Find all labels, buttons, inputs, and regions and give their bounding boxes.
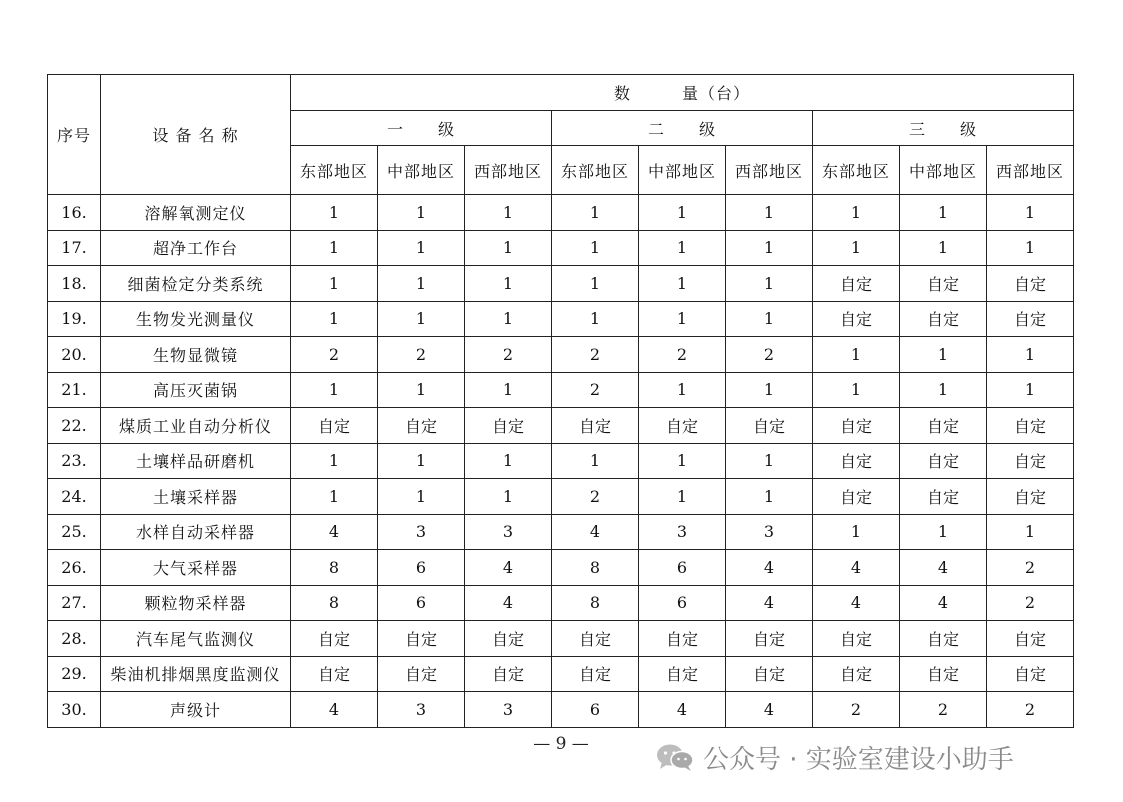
row-equipment-name: 细菌检定分类系统 — [101, 266, 291, 302]
table-row — [48, 479, 1074, 515]
quantity-cell: 1 — [987, 372, 1074, 408]
header-region: 西部地区 — [465, 146, 552, 195]
row-equipment-name: 柴油机排烟黑度监测仪 — [101, 656, 291, 692]
quantity-cell: 1 — [552, 195, 639, 231]
quantity-cell: 1 — [552, 230, 639, 266]
quantity-cell: 1 — [726, 266, 813, 302]
quantity-cell: 自定 — [552, 656, 639, 692]
header-equipment-name: 设 备 名 称 — [101, 75, 291, 195]
quantity-cell: 1 — [639, 479, 726, 515]
row-index: 24. — [48, 479, 101, 515]
row-equipment-name: 土壤采样器 — [101, 479, 291, 515]
table-row — [48, 585, 1074, 621]
quantity-cell: 自定 — [987, 266, 1074, 302]
row-equipment-name: 超净工作台 — [101, 230, 291, 266]
table-row — [48, 692, 1074, 728]
quantity-cell: 1 — [378, 372, 465, 408]
table-row — [48, 230, 1074, 266]
quantity-cell: 2 — [378, 337, 465, 373]
quantity-cell: 自定 — [726, 621, 813, 657]
quantity-cell: 3 — [465, 692, 552, 728]
quantity-cell: 1 — [291, 195, 378, 231]
quantity-cell: 1 — [639, 372, 726, 408]
row-index: 30. — [48, 692, 101, 728]
table-body — [48, 195, 1074, 728]
quantity-cell: 1 — [291, 301, 378, 337]
quantity-cell: 1 — [726, 230, 813, 266]
quantity-cell: 1 — [987, 195, 1074, 231]
header-region: 东部地区 — [813, 146, 900, 195]
row-index: 23. — [48, 443, 101, 479]
quantity-cell: 2 — [552, 372, 639, 408]
quantity-cell: 1 — [378, 301, 465, 337]
row-index: 20. — [48, 337, 101, 373]
quantity-cell: 4 — [291, 514, 378, 550]
quantity-cell: 4 — [552, 514, 639, 550]
quantity-cell: 2 — [552, 479, 639, 515]
quantity-cell: 自定 — [987, 656, 1074, 692]
row-index: 28. — [48, 621, 101, 657]
quantity-cell: 自定 — [726, 408, 813, 444]
quantity-cell: 1 — [291, 479, 378, 515]
quantity-cell: 1 — [900, 372, 987, 408]
table-row — [48, 408, 1074, 444]
quantity-cell: 6 — [378, 550, 465, 586]
quantity-cell: 4 — [900, 550, 987, 586]
header-level-2: 二 级 — [552, 111, 813, 146]
quantity-cell: 自定 — [639, 408, 726, 444]
row-index: 19. — [48, 301, 101, 337]
quantity-cell: 1 — [465, 266, 552, 302]
quantity-cell: 自定 — [900, 656, 987, 692]
table-row — [48, 621, 1074, 657]
row-equipment-name: 生物显微镜 — [101, 337, 291, 373]
quantity-cell: 自定 — [813, 443, 900, 479]
quantity-cell: 2 — [987, 585, 1074, 621]
quantity-cell: 2 — [639, 337, 726, 373]
quantity-cell: 1 — [291, 372, 378, 408]
quantity-cell: 4 — [900, 585, 987, 621]
quantity-cell: 自定 — [900, 266, 987, 302]
page-number: — 9 — — [533, 734, 589, 754]
quantity-cell: 1 — [465, 479, 552, 515]
wechat-icon — [655, 743, 695, 771]
quantity-cell: 1 — [291, 230, 378, 266]
quantity-cell: 4 — [813, 585, 900, 621]
quantity-cell: 1 — [987, 230, 1074, 266]
header-region: 东部地区 — [552, 146, 639, 195]
watermark — [655, 742, 1014, 775]
table-row — [48, 443, 1074, 479]
quantity-cell: 自定 — [900, 443, 987, 479]
quantity-cell: 1 — [552, 443, 639, 479]
quantity-cell: 1 — [378, 443, 465, 479]
row-index: 22. — [48, 408, 101, 444]
quantity-cell: 自定 — [465, 408, 552, 444]
row-equipment-name: 大气采样器 — [101, 550, 291, 586]
header-region: 西部地区 — [987, 146, 1074, 195]
quantity-cell: 6 — [639, 585, 726, 621]
quantity-cell: 6 — [552, 692, 639, 728]
quantity-cell: 2 — [900, 692, 987, 728]
header-index: 序号 — [48, 75, 101, 195]
header-level-1: 一 级 — [291, 111, 552, 146]
quantity-cell: 1 — [465, 230, 552, 266]
table-header — [48, 75, 1074, 195]
quantity-cell: 2 — [291, 337, 378, 373]
quantity-cell: 3 — [465, 514, 552, 550]
quantity-cell: 自定 — [726, 656, 813, 692]
header-level-3: 三 级 — [813, 111, 1074, 146]
quantity-cell: 1 — [465, 443, 552, 479]
quantity-cell: 自定 — [639, 656, 726, 692]
quantity-cell: 6 — [639, 550, 726, 586]
watermark-text: 公众号 · 实验室建设小助手 — [703, 744, 1014, 775]
quantity-cell: 自定 — [900, 479, 987, 515]
table-row — [48, 656, 1074, 692]
row-equipment-name: 颗粒物采样器 — [101, 585, 291, 621]
quantity-cell: 自定 — [291, 621, 378, 657]
header-region: 西部地区 — [726, 146, 813, 195]
header-region: 东部地区 — [291, 146, 378, 195]
quantity-cell: 自定 — [987, 408, 1074, 444]
quantity-cell: 自定 — [813, 301, 900, 337]
quantity-cell: 自定 — [813, 656, 900, 692]
quantity-cell: 自定 — [465, 656, 552, 692]
quantity-cell: 自定 — [552, 408, 639, 444]
quantity-cell: 1 — [378, 479, 465, 515]
quantity-cell: 1 — [726, 443, 813, 479]
quantity-cell: 3 — [639, 514, 726, 550]
row-index: 17. — [48, 230, 101, 266]
quantity-cell: 8 — [291, 550, 378, 586]
quantity-cell: 1 — [639, 195, 726, 231]
row-equipment-name: 声级计 — [101, 692, 291, 728]
quantity-cell: 1 — [900, 195, 987, 231]
quantity-cell: 3 — [726, 514, 813, 550]
table-row — [48, 372, 1074, 408]
header-quantity: 数 量（台） — [291, 75, 1074, 111]
quantity-cell: 1 — [639, 301, 726, 337]
table-row — [48, 195, 1074, 231]
quantity-cell: 2 — [726, 337, 813, 373]
quantity-cell: 自定 — [900, 408, 987, 444]
quantity-cell: 1 — [552, 266, 639, 302]
quantity-cell: 自定 — [987, 443, 1074, 479]
quantity-cell: 1 — [900, 514, 987, 550]
quantity-cell: 1 — [726, 372, 813, 408]
quantity-cell: 2 — [552, 337, 639, 373]
quantity-cell: 1 — [987, 514, 1074, 550]
quantity-cell: 自定 — [378, 408, 465, 444]
quantity-cell: 自定 — [465, 621, 552, 657]
row-equipment-name: 煤质工业自动分析仪 — [101, 408, 291, 444]
row-equipment-name: 溶解氧测定仪 — [101, 195, 291, 231]
quantity-cell: 3 — [378, 514, 465, 550]
quantity-cell: 自定 — [987, 301, 1074, 337]
quantity-cell: 1 — [465, 195, 552, 231]
quantity-cell: 1 — [552, 301, 639, 337]
quantity-cell: 1 — [639, 230, 726, 266]
quantity-cell: 1 — [813, 372, 900, 408]
row-equipment-name: 高压灭菌锅 — [101, 372, 291, 408]
quantity-cell: 自定 — [813, 479, 900, 515]
row-index: 21. — [48, 372, 101, 408]
quantity-cell: 自定 — [552, 621, 639, 657]
header-region: 中部地区 — [639, 146, 726, 195]
table-row — [48, 550, 1074, 586]
row-index: 29. — [48, 656, 101, 692]
quantity-cell: 4 — [726, 550, 813, 586]
quantity-cell: 1 — [813, 230, 900, 266]
quantity-cell: 1 — [291, 266, 378, 302]
quantity-cell: 8 — [552, 585, 639, 621]
row-equipment-name: 土壤样品研磨机 — [101, 443, 291, 479]
row-equipment-name: 水样自动采样器 — [101, 514, 291, 550]
row-index: 16. — [48, 195, 101, 231]
quantity-cell: 1 — [639, 443, 726, 479]
row-index: 25. — [48, 514, 101, 550]
quantity-cell: 1 — [378, 195, 465, 231]
quantity-cell: 1 — [378, 266, 465, 302]
quantity-cell: 1 — [378, 230, 465, 266]
row-equipment-name: 生物发光测量仪 — [101, 301, 291, 337]
quantity-cell: 自定 — [639, 621, 726, 657]
quantity-cell: 自定 — [378, 621, 465, 657]
quantity-cell: 自定 — [813, 266, 900, 302]
quantity-cell: 1 — [465, 372, 552, 408]
quantity-cell: 8 — [291, 585, 378, 621]
quantity-cell: 4 — [813, 550, 900, 586]
quantity-cell: 2 — [987, 550, 1074, 586]
quantity-cell: 1 — [726, 479, 813, 515]
quantity-cell: 自定 — [900, 621, 987, 657]
quantity-cell: 1 — [813, 337, 900, 373]
quantity-cell: 8 — [552, 550, 639, 586]
row-index: 26. — [48, 550, 101, 586]
quantity-cell: 自定 — [291, 408, 378, 444]
quantity-cell: 2 — [465, 337, 552, 373]
table-row — [48, 301, 1074, 337]
quantity-cell: 2 — [813, 692, 900, 728]
quantity-cell: 4 — [726, 585, 813, 621]
row-index: 18. — [48, 266, 101, 302]
table-row — [48, 266, 1074, 302]
row-equipment-name: 汽车尾气监测仪 — [101, 621, 291, 657]
quantity-cell: 4 — [291, 692, 378, 728]
quantity-cell: 1 — [465, 301, 552, 337]
quantity-cell: 1 — [726, 195, 813, 231]
quantity-cell: 6 — [378, 585, 465, 621]
quantity-cell: 4 — [726, 692, 813, 728]
header-region: 中部地区 — [378, 146, 465, 195]
quantity-cell: 自定 — [813, 621, 900, 657]
quantity-cell: 4 — [465, 550, 552, 586]
quantity-cell: 1 — [813, 195, 900, 231]
quantity-cell: 自定 — [987, 621, 1074, 657]
quantity-cell: 1 — [726, 301, 813, 337]
quantity-cell: 2 — [987, 692, 1074, 728]
quantity-cell: 自定 — [900, 301, 987, 337]
quantity-cell: 自定 — [813, 408, 900, 444]
table-row — [48, 337, 1074, 373]
quantity-cell: 4 — [465, 585, 552, 621]
quantity-cell: 1 — [639, 266, 726, 302]
header-region: 中部地区 — [900, 146, 987, 195]
quantity-cell: 1 — [291, 443, 378, 479]
quantity-cell: 1 — [900, 337, 987, 373]
row-index: 27. — [48, 585, 101, 621]
quantity-cell: 自定 — [987, 479, 1074, 515]
quantity-cell: 1 — [987, 337, 1074, 373]
equipment-quantity-table — [47, 74, 1074, 728]
quantity-cell: 自定 — [378, 656, 465, 692]
table-row — [48, 514, 1074, 550]
quantity-cell: 3 — [378, 692, 465, 728]
quantity-cell: 1 — [813, 514, 900, 550]
quantity-cell: 自定 — [291, 656, 378, 692]
quantity-cell: 4 — [639, 692, 726, 728]
quantity-cell: 1 — [900, 230, 987, 266]
